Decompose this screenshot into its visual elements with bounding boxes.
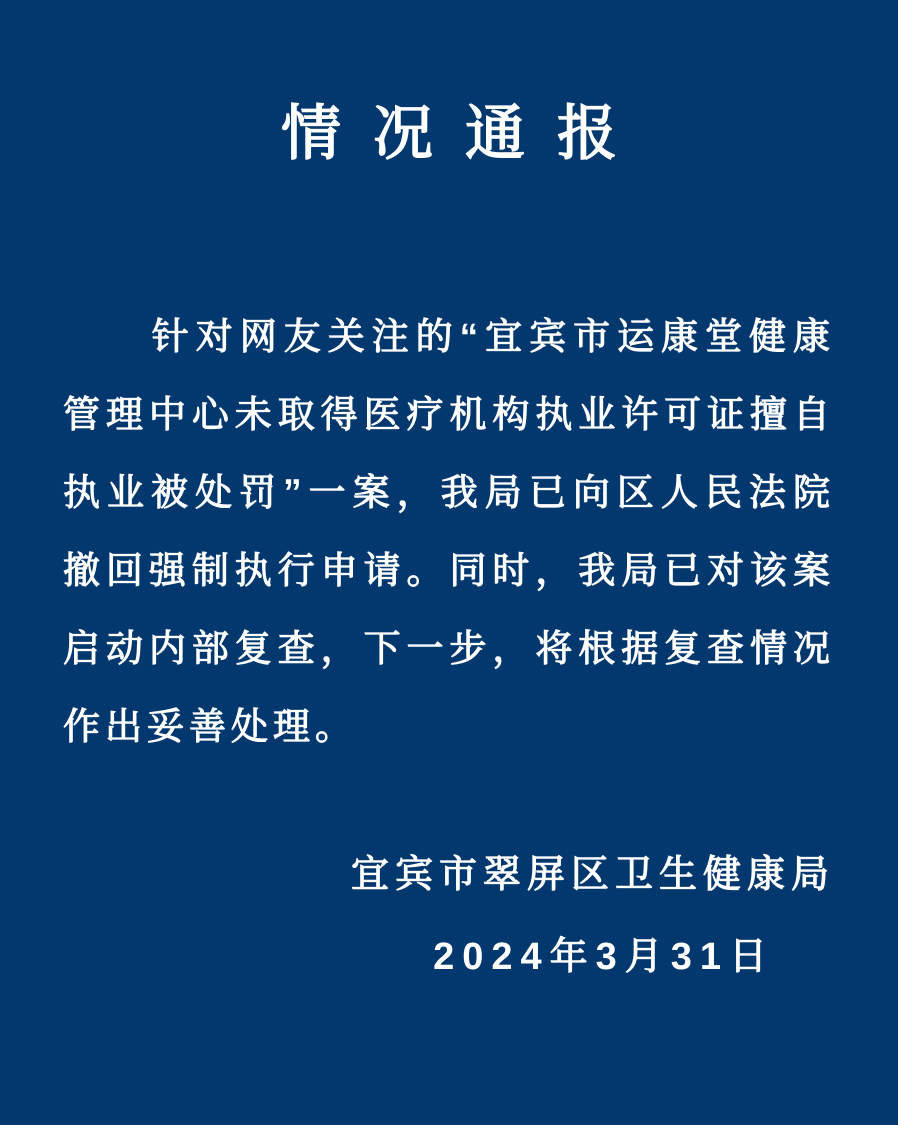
notice-body-paragraph: 针对网友关注的“宜宾市运康堂健康管理中心未取得医疗机构执业许可证擅自执业被处罚”一案，我局已向区人民法院撤回强制执行申请。同时，我局已对该案启动内部复查，下一步，将根据复查情况作出妥善处理。 [63, 316, 835, 747]
notice-signature: 宜宾市翠屏区卫生健康局 [350, 854, 835, 896]
notice-title: 情况通报 [281, 100, 649, 167]
notice-date: 2024年3月31日 [433, 936, 775, 978]
